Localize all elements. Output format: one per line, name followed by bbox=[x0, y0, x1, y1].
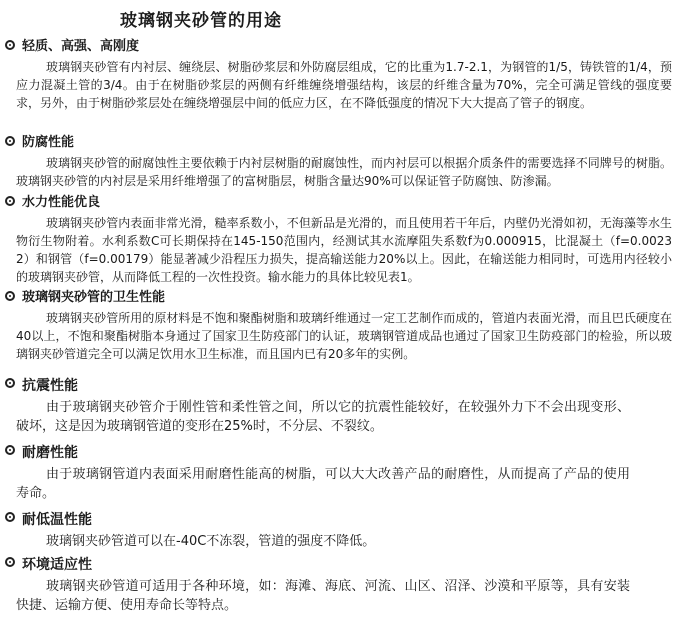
section-heading bbox=[0, 555, 680, 575]
section-low-temperature bbox=[0, 510, 680, 551]
section-seismic bbox=[0, 376, 680, 436]
section-body: 玻璃钢夹砂管内表面非常光滑，糙率系数小，不但新品是光滑的，而且使用若干年后，内壁仍光滑如初，无海藻等水生物衍生物附着。水利系数C可长期保持在145-150范围内，经测试其水流摩阻失系数f为0.000915，比混凝土（f=0.00232）和钢管（f=0.00179）能显著减少沿程压力损失，提高输送能力20%以上。因此，在输送能力相同时，可选用内径较小的玻璃钢夹砂管，从而降低工程的一次性投资。输水能力的具体比较见表1。 bbox=[16, 216, 672, 284]
section-environment bbox=[0, 555, 680, 615]
circle-bullet-icon bbox=[5, 557, 15, 567]
section-heading bbox=[0, 194, 680, 212]
circle-bullet-icon bbox=[5, 196, 15, 206]
circle-bullet-icon bbox=[5, 512, 15, 522]
section-wear bbox=[0, 443, 680, 503]
circle-bullet-icon bbox=[5, 445, 15, 455]
section-body: 玻璃钢夹砂管所用的原材料是不饱和聚酯树脂和玻璃纤维通过一定工艺制作而成的，管道内表面光滑，而且巴氏硬度在40以上，不饱和聚酯树脂本身通过了国家卫生防疫部门的认证，玻璃钢管道成品也通过了国家卫生防疫部门的检验，所以玻璃钢夹砂管道完全可以满足饮用水卫生标准，而且国内已有20多年的实例。 bbox=[16, 311, 672, 361]
section-heading-text: 抗震性能 bbox=[22, 378, 78, 394]
section-heading bbox=[0, 443, 680, 463]
section-lightweight bbox=[0, 38, 680, 112]
section-corrosion bbox=[0, 134, 680, 190]
section-heading-text: 水力性能优良 bbox=[22, 195, 101, 210]
section-body: 玻璃钢夹砂管有内衬层、缠绕层、树脂砂浆层和外防腐层组成，它的比重为1.7-2.1，为钢管的1/5，铸铁管的1/4，预应力混凝土管的3/4。由于在树脂砂浆层的两侧有纤维缠绕增强结构，该层的纤维含量为70%，完全可满足管线的强度要求，另外，由于树脂砂浆层处在缠绕增强层中间的低应力区，在不降低强度的情况下大大提高了管子的钢度。 bbox=[16, 60, 672, 110]
page-title: 玻璃钢夹砂管的用途 bbox=[120, 11, 282, 31]
section-hygiene bbox=[0, 289, 680, 363]
section-heading bbox=[0, 38, 680, 56]
section-hydraulic bbox=[0, 194, 680, 286]
section-heading bbox=[0, 289, 680, 307]
section-heading bbox=[0, 134, 680, 152]
circle-bullet-icon bbox=[5, 291, 15, 301]
section-body: 玻璃钢夹砂管道可以在-40C不冻裂，管道的强度不降低。 bbox=[46, 534, 376, 549]
section-heading-text: 耐低温性能 bbox=[22, 512, 92, 528]
section-heading-text: 耐磨性能 bbox=[22, 445, 78, 461]
section-heading bbox=[0, 510, 680, 530]
circle-bullet-icon bbox=[5, 136, 15, 146]
section-heading-text: 环境适应性 bbox=[22, 557, 92, 573]
section-heading-text: 轻质、高强、高刚度 bbox=[22, 39, 140, 54]
circle-bullet-icon bbox=[5, 40, 15, 50]
circle-bullet-icon bbox=[5, 378, 15, 388]
section-body: 玻璃钢夹砂管道可适用于各种环境，如：海滩、海底、河流、山区、沼泽、沙漠和平原等，具有安装快捷、运输方便、使用寿命长等特点。 bbox=[16, 579, 630, 613]
section-heading-text: 玻璃钢夹砂管的卫生性能 bbox=[22, 290, 166, 305]
section-heading-text: 防腐性能 bbox=[22, 135, 75, 150]
section-body: 由于玻璃钢夹砂管介于刚性管和柔性管之间，所以它的抗震性能较好，在较强外力下不会出现变形、破坏，这是因为玻璃钢管道的变形在25%时，不分层、不裂纹。 bbox=[16, 400, 630, 434]
section-body: 由于玻璃钢管道内表面采用耐磨性能高的树脂，可以大大改善产品的耐磨性，从而提高了产品的使用寿命。 bbox=[16, 467, 630, 501]
section-heading bbox=[0, 376, 680, 396]
section-body: 玻璃钢夹砂管的耐腐蚀性主要依赖于内衬层树脂的耐腐蚀性，而内衬层可以根据介质条件的需要选择不同牌号的树脂。玻璃钢夹砂管的内衬层是采用纤维增强了的富树脂层，树脂含量达90%可以保证管子防腐蚀、防渗漏。 bbox=[16, 156, 672, 188]
